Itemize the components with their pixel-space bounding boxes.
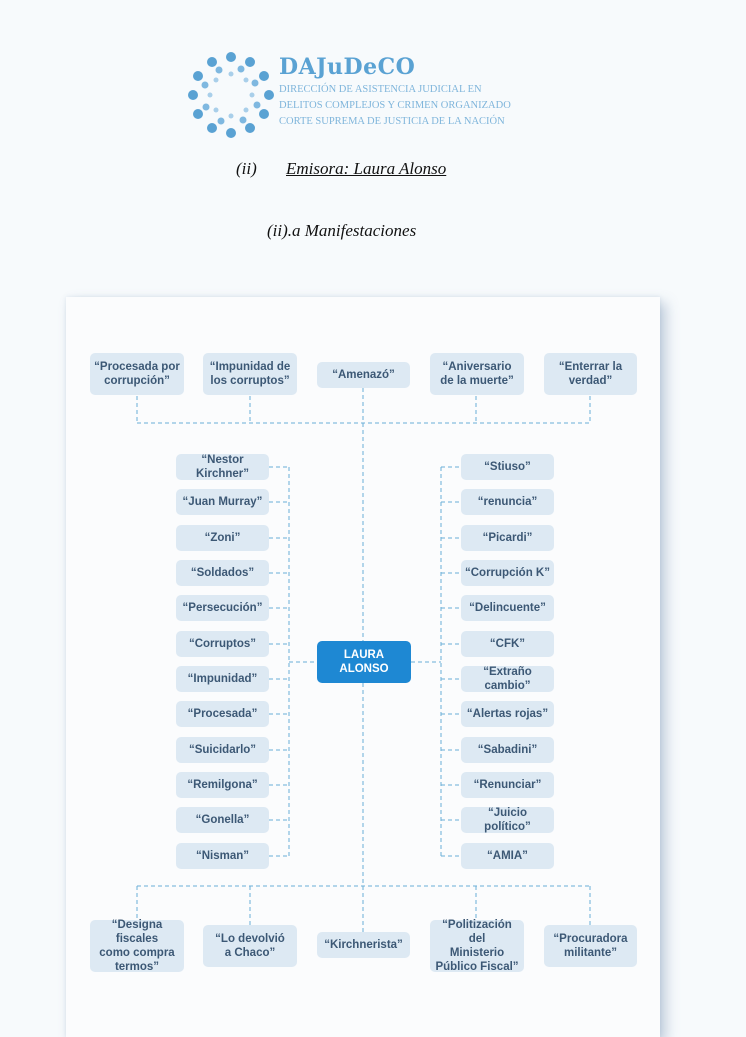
bottom-node-designa-fiscales: “Designa fiscales como compra termos”	[90, 920, 184, 972]
left-node-persecucion: “Persecución”	[176, 595, 269, 621]
top-node-impunidad-de-los-corruptos: “Impunidad de los corruptos”	[203, 353, 297, 395]
subsection-title: (ii).a Manifestaciones	[267, 221, 417, 240]
org-line-1: DIRECCIÓN DE ASISTENCIA JUDICIAL EN	[279, 84, 482, 95]
top-node-procesada-por-corrupcion: “Procesada por corrupción”	[90, 353, 184, 395]
right-node-juicio-politico: “Juicio político”	[461, 807, 554, 833]
left-node-impunidad: “Impunidad”	[176, 666, 269, 692]
left-node-remilgona: “Remilgona”	[176, 772, 269, 798]
right-node-cfk: “CFK”	[461, 631, 554, 657]
bottom-node-lo-devolvio-a-chaco: “Lo devolvió a Chaco”	[203, 925, 297, 967]
org-name: DAJuDeCO	[279, 54, 416, 80]
right-node-amia: “AMIA”	[461, 843, 554, 869]
left-node-corruptos: “Corruptos”	[176, 631, 269, 657]
top-node-enterrar-la-verdad: “Enterrar la verdad”	[544, 353, 637, 395]
right-node-delincuente: “Delincuente”	[461, 595, 554, 621]
left-node-nestor-kirchner: “Nestor Kirchner”	[176, 454, 269, 480]
right-node-corrupcion-k: “Corrupción K”	[461, 560, 554, 586]
section-title: Emisora: Laura Alonso	[286, 159, 447, 178]
center-node-laura-alonso: LAURA ALONSO	[317, 641, 411, 683]
right-node-picardi: “Picardi”	[461, 525, 554, 551]
left-node-gonella: “Gonella”	[176, 807, 269, 833]
bottom-node-kirchnerista: “Kirchnerista”	[317, 932, 410, 958]
right-node-renunciar: “Renunciar”	[461, 772, 554, 798]
right-node-extrano-cambio: “Extraño cambio”	[461, 666, 554, 692]
right-node-alertas-rojas: “Alertas rojas”	[461, 701, 554, 727]
bottom-node-politizacion-del-ministerio: “Politización del Ministerio Público Fiscal”	[430, 920, 524, 972]
bottom-node-procuradora-militante: “Procuradora militante”	[544, 925, 637, 967]
left-node-suicidarlo: “Suicidarlo”	[176, 737, 269, 763]
left-node-nisman: “Nisman”	[176, 843, 269, 869]
right-node-renuncia: “renuncia”	[461, 489, 554, 515]
left-node-soldados: “Soldados”	[176, 560, 269, 586]
org-line-2: DELITOS COMPLEJOS Y CRIMEN ORGANIZADO	[279, 100, 511, 111]
top-node-amenazo: “Amenazó”	[317, 362, 410, 388]
left-node-zoni: “Zoni”	[176, 525, 269, 551]
top-node-aniversario-de-la-muerte: “Aniversario de la muerte”	[430, 353, 524, 395]
right-node-sabadini: “Sabadini”	[461, 737, 554, 763]
section-number: (ii)	[236, 159, 257, 178]
org-line-3: CORTE SUPREMA DE JUSTICIA DE LA NACIÓN	[279, 116, 505, 127]
right-node-stiuso: “Stiuso”	[461, 454, 554, 480]
left-node-juan-murray: “Juan Murray”	[176, 489, 269, 515]
left-node-procesada: “Procesada”	[176, 701, 269, 727]
